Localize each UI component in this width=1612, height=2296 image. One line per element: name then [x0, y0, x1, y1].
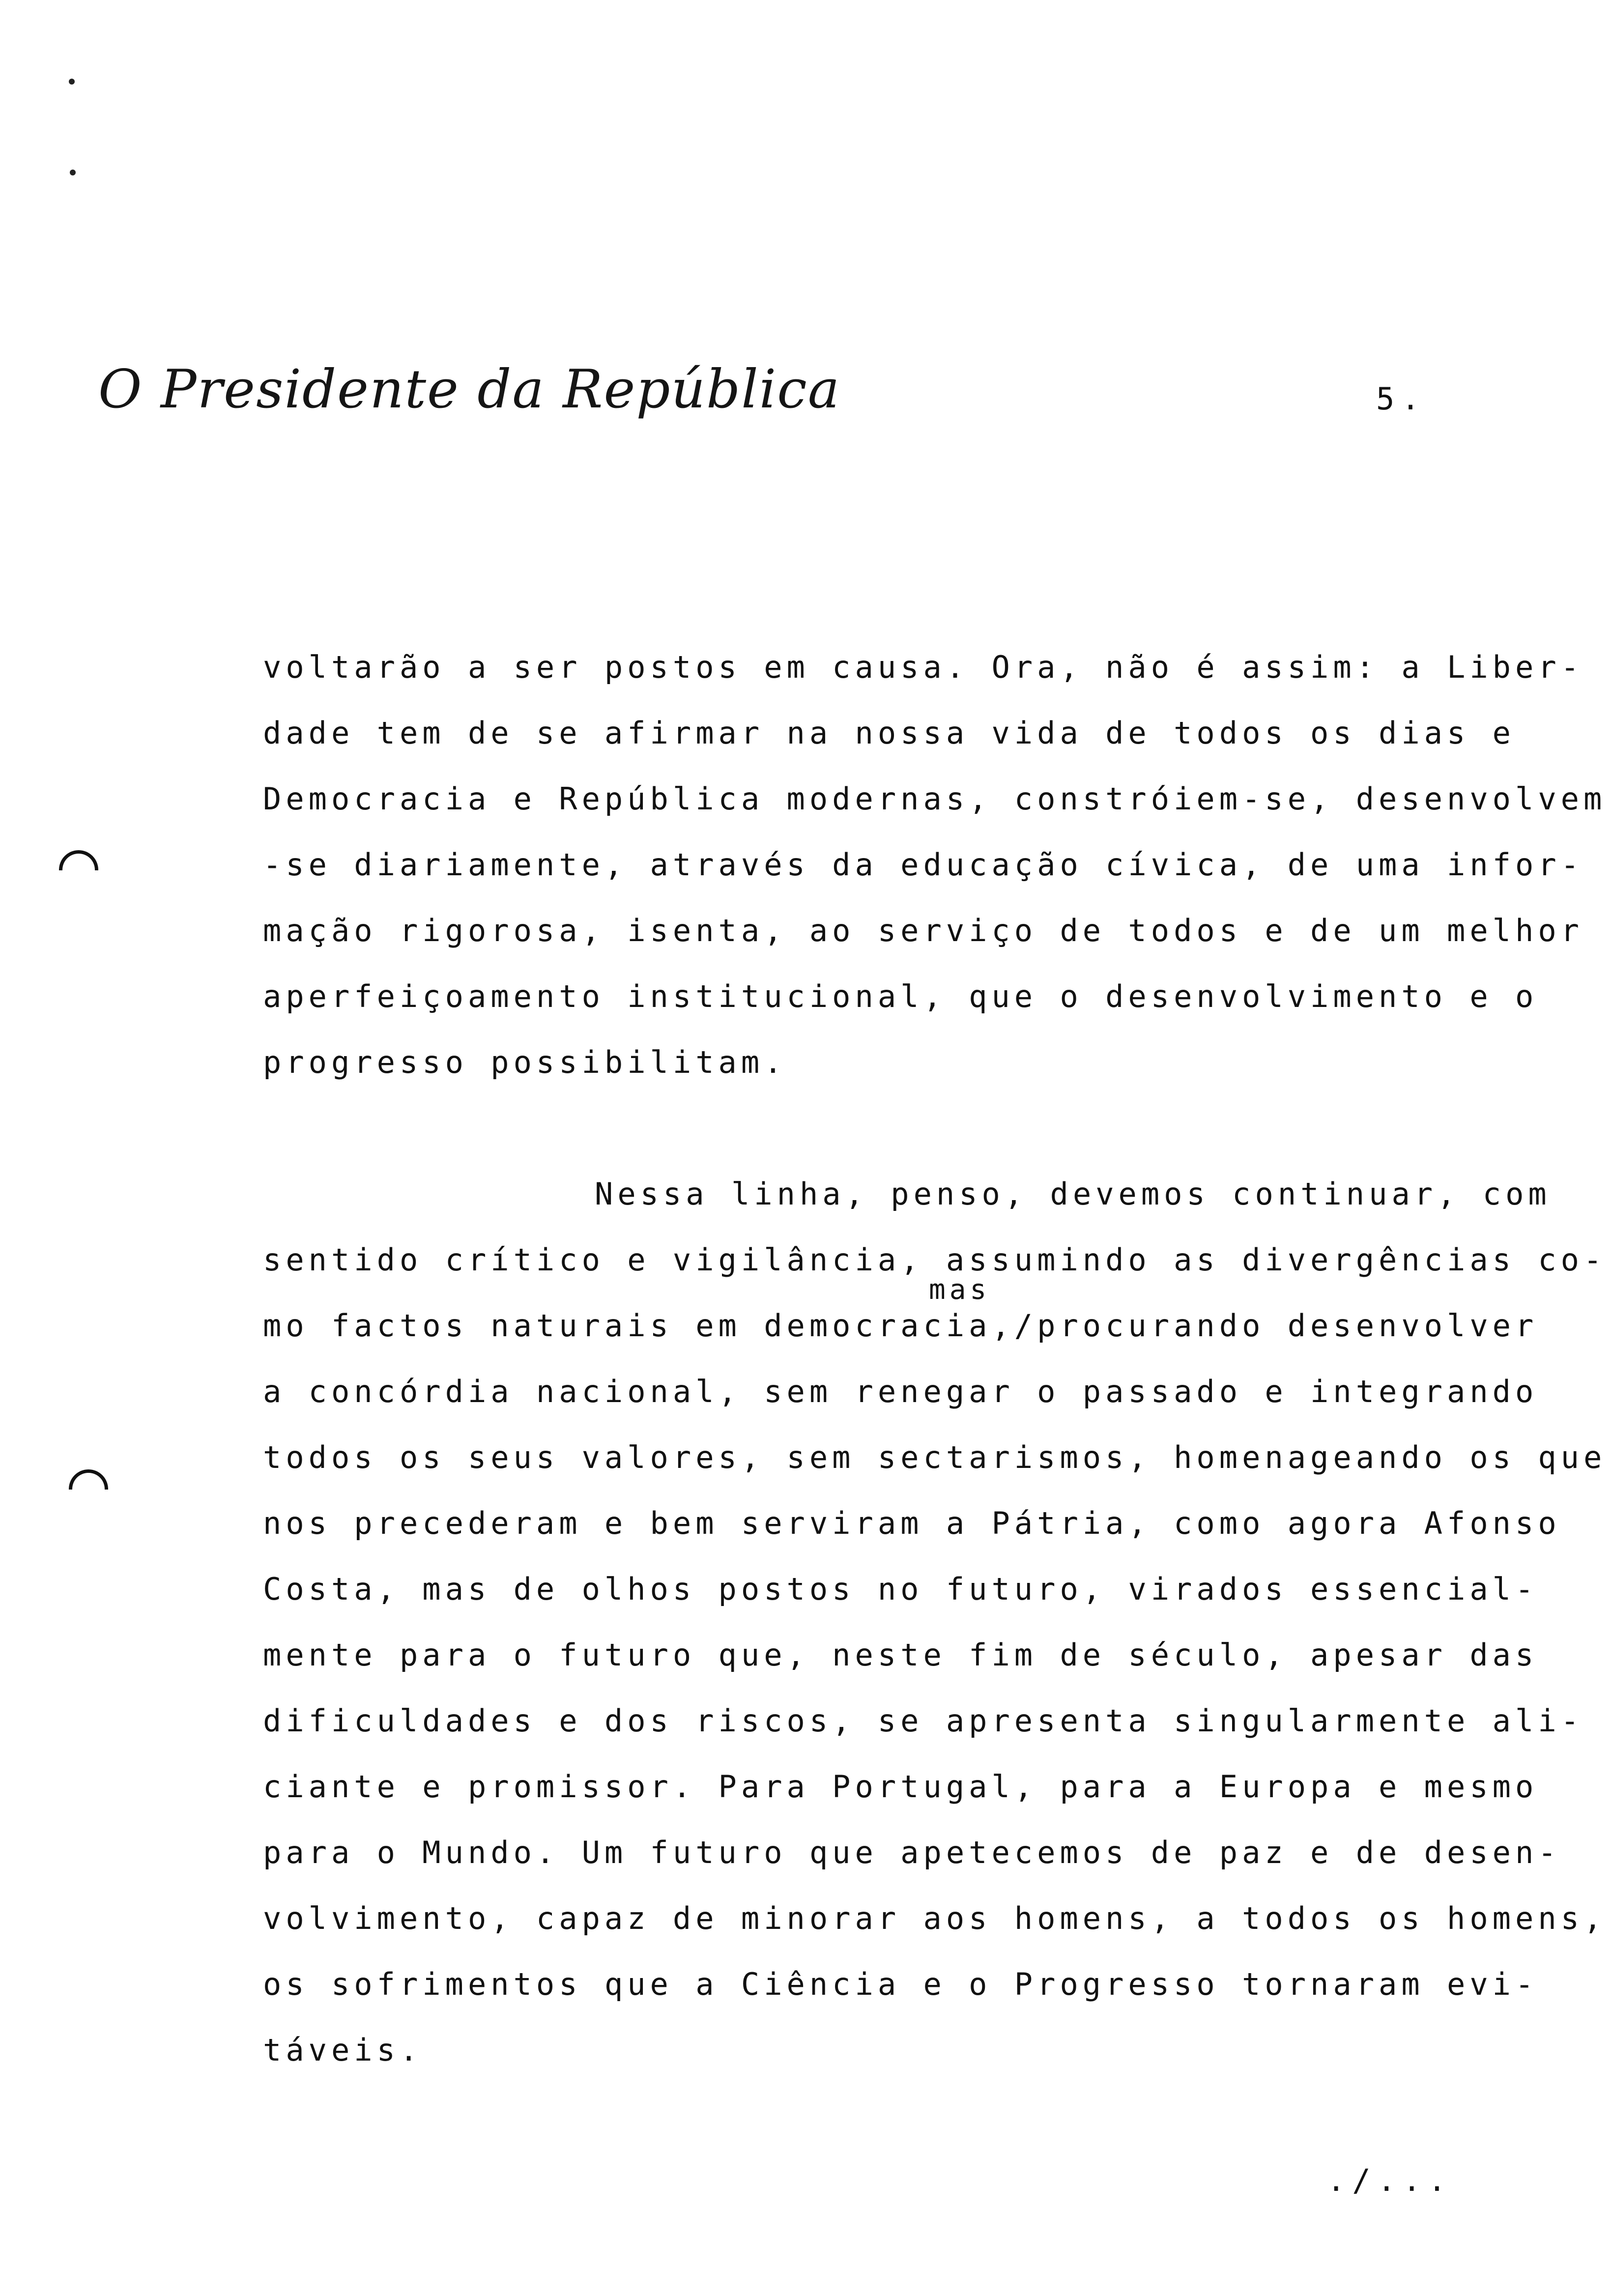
text-line: dade tem de se afirmar na nossa vida de todos os dias e [263, 715, 1515, 751]
text-line: para o Mundo. Um futuro que apetecemos de paz e de desen- [263, 1835, 1561, 1870]
scan-speck [70, 170, 76, 175]
page-number: 5. [1376, 381, 1427, 417]
interlinear-insertion: mas [929, 1274, 991, 1306]
scan-speck [69, 79, 75, 85]
letterhead: O Presidente da República [98, 359, 841, 420]
text-line: sentido crítico e vigilância, assumindo as divergências co- [263, 1242, 1607, 1278]
text-line: aperfeiçoamento institucional, que o desenvolvimento e o [263, 978, 1538, 1014]
text-line: nos precederam e bem serviram a Pátria, como agora Afonso [263, 1505, 1561, 1541]
text-line: Costa, mas de olhos postos no futuro, virados essencial- [263, 1571, 1538, 1607]
text-line: ciante e promissor. Para Portugal, para a Europa e mesmo [263, 1769, 1538, 1805]
text-line: volvimento, capaz de minorar aos homens, a todos os homens, [263, 1900, 1607, 1936]
text-line: -se diariamente, através da educação cívica, de uma infor- [263, 847, 1583, 883]
text-line: todos os seus valores, sem sectarismos, homenageando os que [263, 1439, 1607, 1475]
continuation-mark: ./... [1327, 2162, 1453, 2198]
text-line: voltarão a ser postos em causa. Ora, não é assim: a Liber- [263, 649, 1583, 685]
text-line: mo factos naturais em democracia,/procurando desenvolver [263, 1308, 1538, 1344]
text-line: táveis. [263, 2032, 423, 2068]
text-line: mente para o futuro que, neste fim de século, apesar das [263, 1637, 1538, 1673]
text-line: mação rigorosa, isenta, ao serviço de todos e de um melhor [263, 913, 1583, 948]
binder-hole-mark [59, 850, 98, 870]
text-line: Nessa linha, penso, devemos continuar, com [595, 1176, 1551, 1212]
text-line: progresso possibilitam. [263, 1044, 787, 1080]
text-line: Democracia e República modernas, constróiem-se, desenvolvem [263, 781, 1607, 817]
text-line: os sofrimentos que a Ciência e o Progresso tornaram evi- [263, 1966, 1538, 2002]
binder-hole-mark [69, 1469, 108, 1490]
text-line: a concórdia nacional, sem renegar o passado e integrando [263, 1374, 1538, 1409]
text-line: dificuldades e dos riscos, se apresenta singularmente ali- [263, 1703, 1583, 1739]
